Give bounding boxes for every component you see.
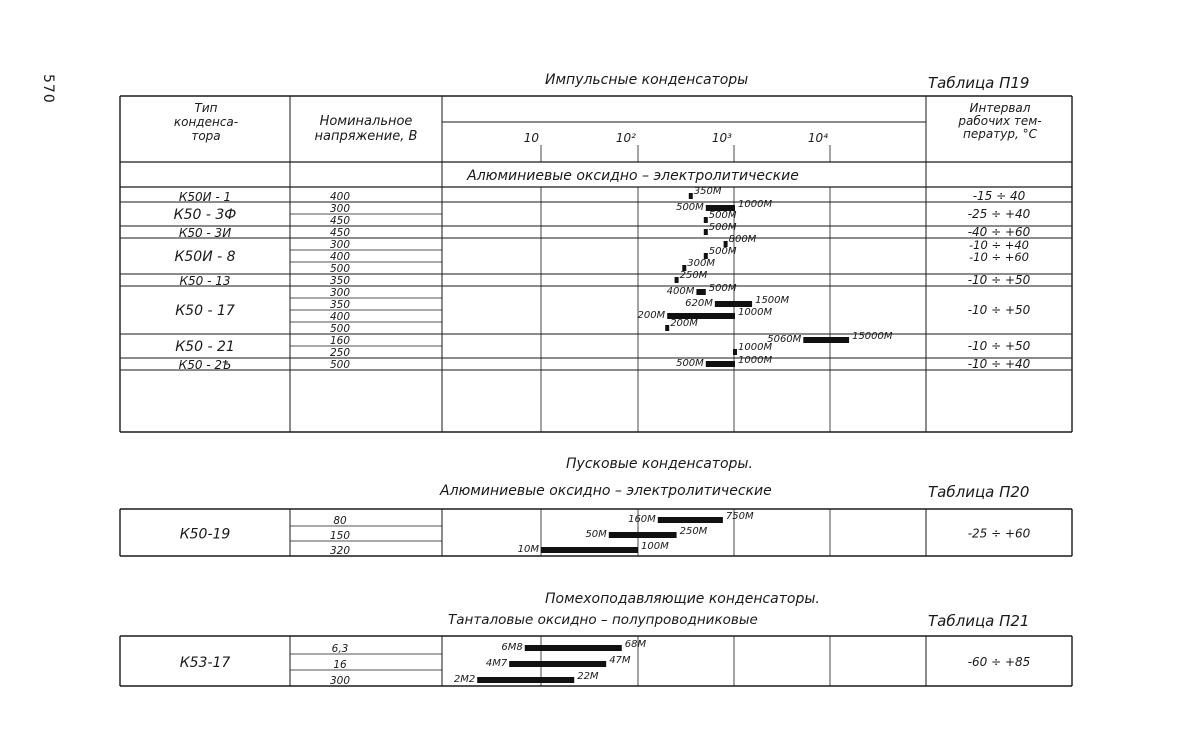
rated-voltage: 500 <box>329 263 351 275</box>
capacitance-bar <box>675 277 679 283</box>
capacitance-label: 1000М <box>738 307 773 318</box>
scale-tick-label: 10² <box>615 131 636 145</box>
capacitance-bar <box>704 229 708 235</box>
scale-tick-label: 10⁴ <box>807 131 828 145</box>
rated-voltage: 80 <box>333 515 347 527</box>
capacitance-label: 4М7 <box>485 658 508 669</box>
rated-voltage: 16 <box>333 659 347 671</box>
header-voltage: напряжение, В <box>314 129 418 144</box>
capacitance-label: 800М <box>728 234 757 245</box>
section-title: Алюминиевые оксидно – электролитические <box>440 483 772 499</box>
capacitance-label: 500М <box>708 210 737 221</box>
capacitor-type: К53-17 <box>179 655 231 671</box>
header-type: тора <box>191 129 221 143</box>
capacitor-type: К50И - 1 <box>178 190 232 204</box>
header-temp: ператур, °C <box>963 127 1037 141</box>
header-temp: рабочих тем- <box>958 114 1042 128</box>
header-temp: Интервал <box>969 101 1031 115</box>
capacitor-type: К50 - 21 <box>175 339 235 355</box>
capacitance-bar <box>689 193 693 199</box>
capacitance-label: 750М <box>725 511 754 522</box>
capacitor-type: К50 - 2Ѣ <box>178 358 232 372</box>
capacitance-label: 1500М <box>755 295 790 306</box>
capacitance-label: 22М <box>577 671 599 682</box>
rated-voltage: 6,3 <box>331 643 349 655</box>
header-voltage: Номинальное <box>319 114 413 129</box>
capacitance-bar <box>706 361 735 367</box>
capacitance-bar <box>509 661 606 667</box>
scale-tick-label: 10³ <box>711 131 732 145</box>
temperature-range: -10 ÷ +40 <box>969 238 1029 252</box>
table-label: Таблица П20 <box>928 483 1030 501</box>
temperature-range: -25 ÷ +60 <box>967 526 1031 541</box>
table-heading: Помехоподавляющие конденсаторы. <box>545 591 820 607</box>
capacitance-label: 250М <box>679 270 708 281</box>
capacitance-label: 400М <box>666 286 695 297</box>
capacitance-label: 100М <box>641 541 669 552</box>
rated-voltage: 300 <box>329 287 351 299</box>
table-heading: Пусковые конденсаторы. <box>566 456 753 472</box>
capacitance-label: 300М <box>687 258 715 269</box>
temperature-range: -10 ÷ +50 <box>967 273 1031 287</box>
capacitance-label: 15000М <box>852 331 893 342</box>
temperature-range: -10 ÷ +50 <box>967 339 1031 353</box>
capacitance-label: 200М <box>670 318 698 329</box>
rated-voltage: 300 <box>329 239 351 251</box>
rated-voltage: 300 <box>329 203 351 215</box>
temperature-range: -15 ÷ 40 <box>972 189 1026 203</box>
capacitance-label: 160М <box>628 514 656 525</box>
table-heading: Импульсные конденсаторы <box>545 72 749 88</box>
rated-voltage: 450 <box>329 215 351 227</box>
rated-voltage: 350 <box>329 275 351 287</box>
capacitance-bar <box>609 532 677 538</box>
section-title: Алюминиевые оксидно – электролитические <box>467 168 799 184</box>
table-label: Таблица П19 <box>928 74 1030 92</box>
capacitance-bar <box>733 349 737 355</box>
capacitance-label: 68М <box>624 639 647 650</box>
capacitance-bar <box>696 289 705 295</box>
rated-voltage: 350 <box>329 299 351 311</box>
temperature-range: -40 ÷ +60 <box>967 225 1031 239</box>
capacitance-label: 500М <box>676 202 704 213</box>
capacitance-label: 10М <box>517 544 539 555</box>
temperature-range: -10 ÷ +50 <box>967 303 1031 317</box>
rated-voltage: 500 <box>329 359 351 371</box>
capacitance-label: 6М8 <box>501 642 523 653</box>
rated-voltage: 450 <box>329 227 351 239</box>
capacitance-label: 500М <box>708 246 737 257</box>
rated-voltage: 160 <box>329 335 351 347</box>
table-label: Таблица П21 <box>928 612 1030 630</box>
temperature-range: -60 ÷ +85 <box>967 655 1031 669</box>
capacitance-label: 350М <box>693 186 722 197</box>
capacitance-bar <box>665 325 669 331</box>
capacitance-bar <box>658 517 723 523</box>
capacitance-bar <box>525 645 622 651</box>
capacitor-type: К50 - 3Ф <box>173 207 237 223</box>
capacitor-type: К50-19 <box>179 526 231 543</box>
capacitance-label: 1000М <box>738 355 773 366</box>
capacitance-label: 2М2 <box>453 674 476 685</box>
capacitance-label: 200М <box>637 310 666 321</box>
temperature-range: -25 ÷ +40 <box>967 207 1031 221</box>
rated-voltage: 150 <box>329 530 351 542</box>
rated-voltage: 400 <box>329 251 351 263</box>
header-type: Тип <box>194 101 218 115</box>
capacitance-label: 250М <box>679 526 708 537</box>
capacitance-label: 5060М <box>767 334 802 345</box>
rated-voltage: 400 <box>329 311 351 323</box>
capacitance-label: 1000М <box>738 342 773 353</box>
capacitor-type: К50 - 13 <box>179 274 231 288</box>
rated-voltage: 300 <box>329 675 351 687</box>
capacitance-bar <box>541 547 638 553</box>
temperature-range: -10 ÷ +40 <box>967 357 1031 371</box>
capacitance-bar <box>704 217 708 223</box>
capacitance-label: 1000М <box>738 199 773 210</box>
capacitance-bar <box>477 677 574 683</box>
page-number: 570 <box>40 74 56 104</box>
temperature-range: -10 ÷ +60 <box>969 250 1029 264</box>
capacitor-type: К50И - 8 <box>174 249 236 265</box>
capacitance-bar <box>803 337 849 343</box>
rated-voltage: 400 <box>329 191 351 203</box>
capacitance-label: 50М <box>585 529 607 540</box>
capacitor-type: К50 - 17 <box>175 303 235 319</box>
capacitance-label: 500М <box>708 283 737 294</box>
capacitance-label: 500М <box>676 358 704 369</box>
capacitance-label: 500М <box>708 222 737 233</box>
header-type: конденса- <box>173 115 239 129</box>
capacitor-type: К50 - 3И <box>178 226 232 240</box>
rated-voltage: 320 <box>329 545 351 557</box>
section-title: Танталовые оксидно – полупроводниковые <box>448 612 758 628</box>
capacitance-label: 47М <box>609 655 631 666</box>
capacitance-label: 620М <box>685 298 713 309</box>
rated-voltage: 500 <box>329 323 351 335</box>
scale-tick-label: 10 <box>523 131 539 145</box>
rated-voltage: 250 <box>329 347 351 359</box>
